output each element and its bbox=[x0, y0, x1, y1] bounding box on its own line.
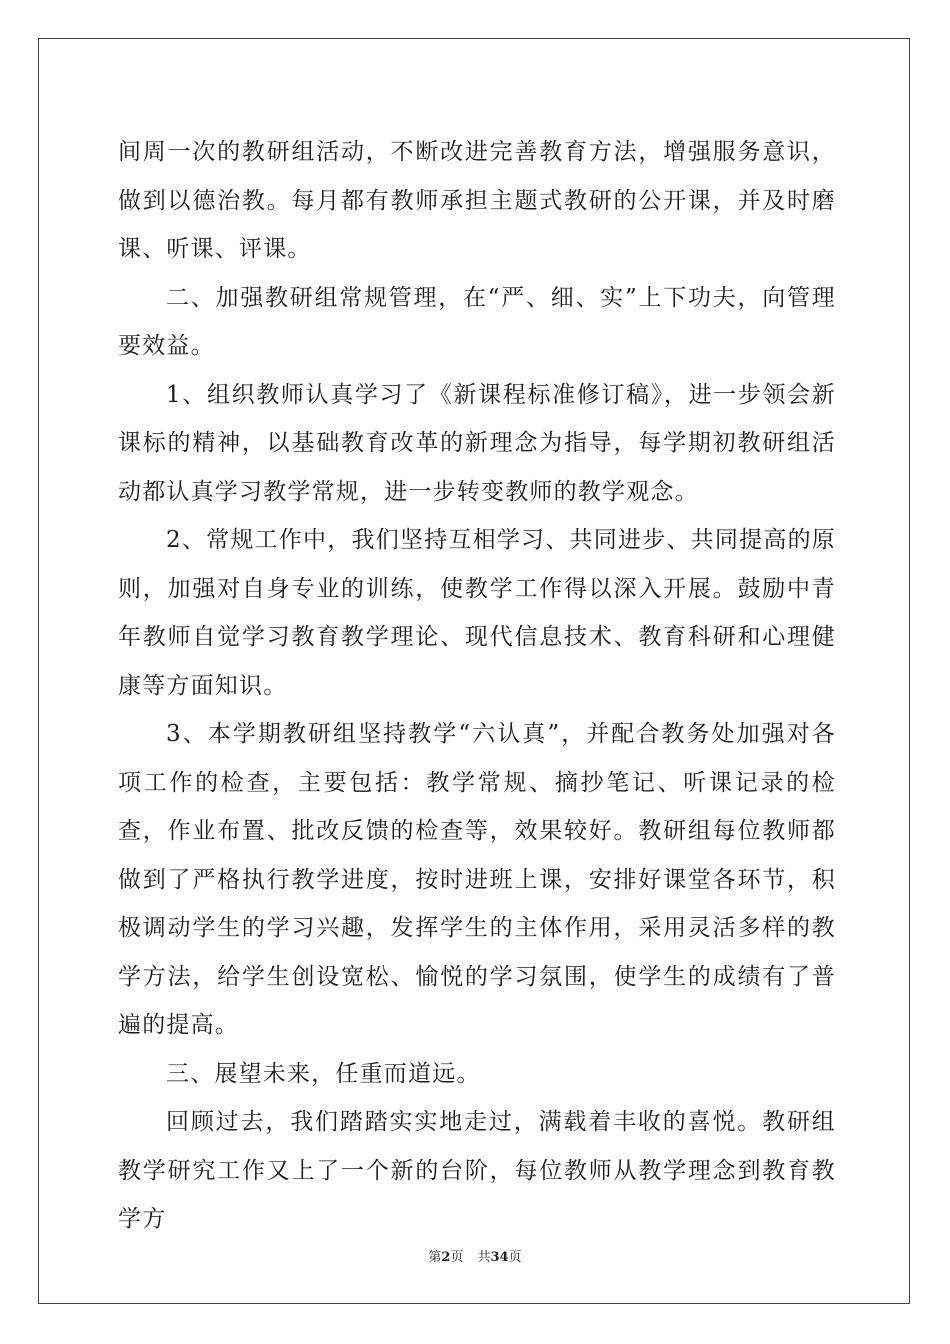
footer-total-pages: 34 bbox=[490, 1250, 509, 1265]
footer-page-prefix: 第 bbox=[428, 1250, 442, 1265]
footer-total-suffix: 页 bbox=[508, 1250, 522, 1265]
page-footer bbox=[0, 1246, 950, 1265]
footer-total-prefix: 共 bbox=[477, 1250, 491, 1265]
document-body bbox=[118, 128, 836, 1244]
footer-page-number: 2 bbox=[441, 1250, 451, 1265]
paragraph-item-three: 3、本学期教研组坚持教学“六认真”，并配合教务处加强对各项工作的检查，主要包括：教学常规、摘抄笔记、听课记录的检查，作业布置、批改反馈的检查等，效果较好。教研组每位教师都做到了严格执行教学进度，按时进班上课，安排好课堂各环节，积极调动学生的学习兴趣，发挥学生的主体作用，采用灵活多样的教学方法，给学生创设宽松、愉悦的学习氛围，使学生的成绩有了普遍的提高。 bbox=[118, 721, 836, 1038]
footer-page-suffix: 页 bbox=[450, 1250, 464, 1265]
paragraph-review: 回顾过去，我们踏踏实实地走过，满载着丰收的喜悦。教研组教学研究工作又上了一个新的台阶，每位教师从教学理念到教育教学方 bbox=[118, 1109, 836, 1232]
paragraph-item-two: 2、常规工作中，我们坚持互相学习、共同进步、共同提高的原则，加强对自身专业的训练，使教学工作得以深入开展。鼓励中青年教师自觉学习教育教学理论、现代信息技术、教育科研和心理健康等方面知识。 bbox=[118, 527, 836, 699]
paragraph-continuation: 间周一次的教研组活动，不断改进完善教育方法，增强服务意识，做到以德治教。每月都有教师承担主题式教研的公开课，并及时磨课、听课、评课。 bbox=[118, 139, 836, 262]
paragraph-section-two-heading: 二、加强教研组常规管理，在“严、细、实”上下功夫，向管理要效益。 bbox=[118, 284, 836, 359]
paragraph-item-one: 1、组织教师认真学习了《新课程标准修订稿》，进一步领会新课标的精神，以基础教育改革的新理念为指导，每学期初教研组活动都认真学习教学常规，进一步转变教师的教学观念。 bbox=[118, 381, 836, 505]
paragraph-section-three-heading: 三、展望未来，任重而道远。 bbox=[166, 1060, 481, 1087]
